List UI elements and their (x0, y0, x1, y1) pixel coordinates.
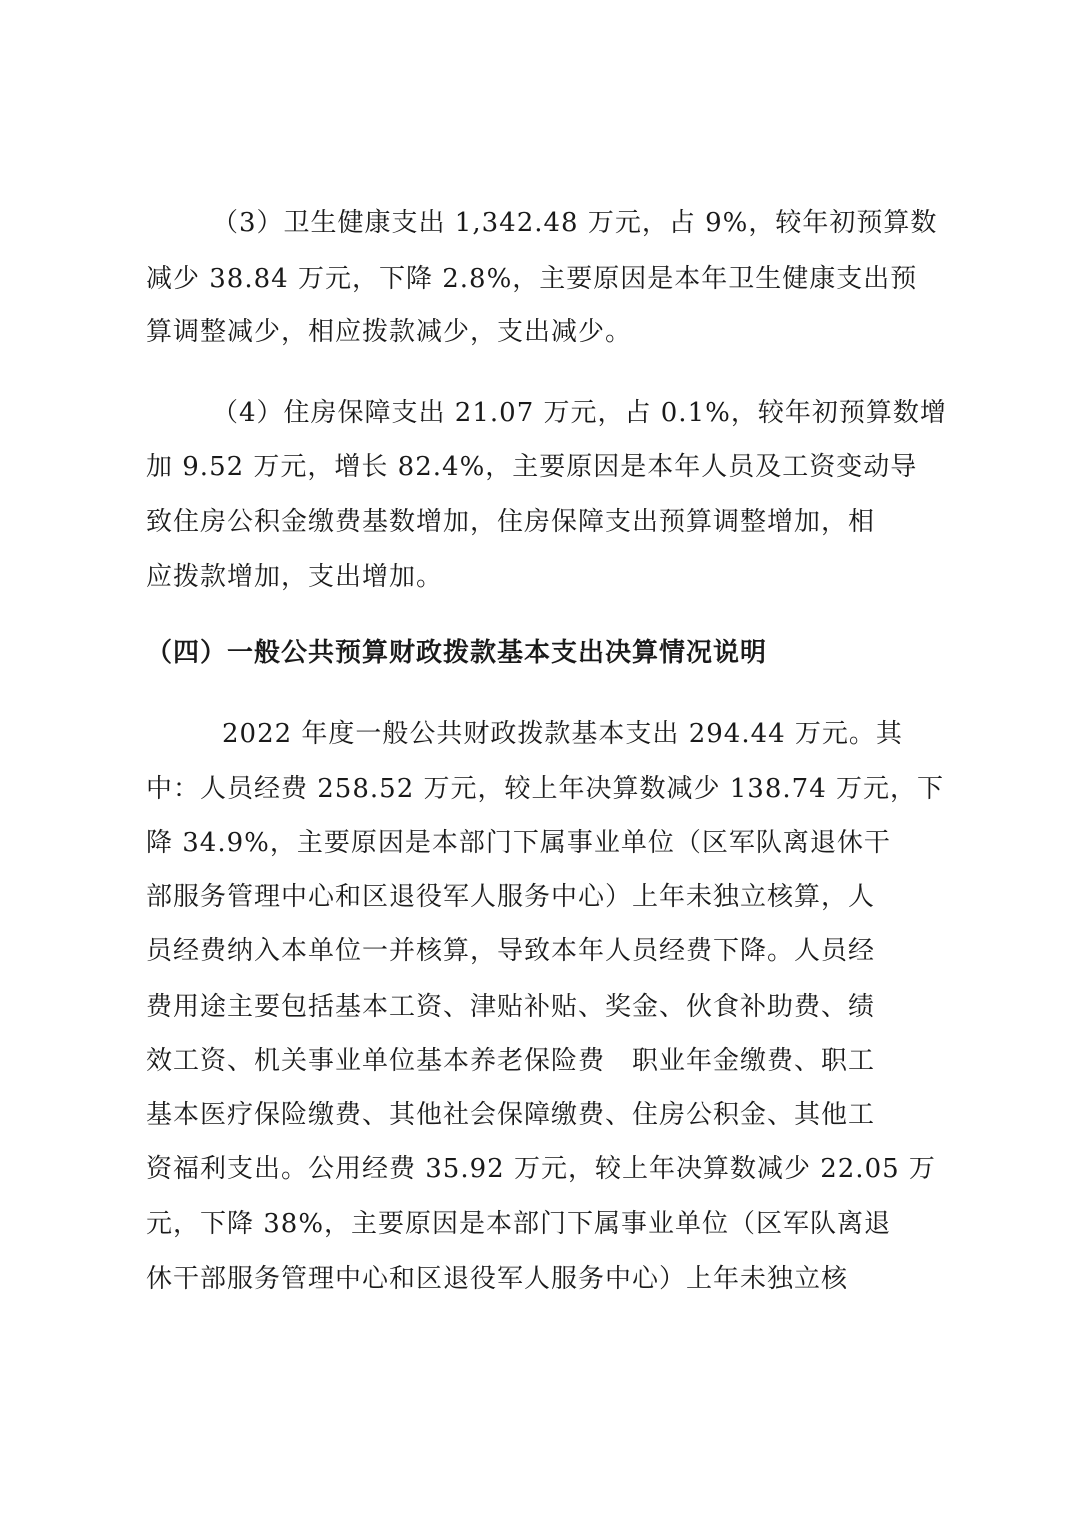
paragraph-4-line-3: 致住房公积金缴费基数增加，住房保障支出预算调整增加，相 (146, 507, 876, 537)
body-line-5: 员经费纳入本单位一并核算，导致本年人员经费下降。人员经 (146, 936, 876, 966)
paragraph-3-line-3: 算调整减少，相应拨款减少，支出减少。 (146, 317, 633, 347)
body-line-10: 元，下降 38%，主要原因是本部门下属事业单位（区军队离退 (146, 1209, 892, 1239)
paragraph-4-line-2: 加 9.52 万元，增长 82.4%，主要原因是本年人员及工资变动导 (146, 452, 918, 482)
body-line-9: 资福利支出。公用经费 35.92 万元，较上年决算数减少 22.05 万 (146, 1154, 936, 1184)
body-line-3: 降 34.9%，主要原因是本部门下属事业单位（区军队离退休干 (146, 828, 891, 858)
body-line-2: 中：人员经费 258.52 万元，较上年决算数减少 138.74 万元，下 (146, 774, 945, 804)
body-line-1: 2022 年度一般公共财政拨款基本支出 294.44 万元。其 (222, 719, 903, 749)
section-heading: （四）一般公共预算财政拨款基本支出决算情况说明 (146, 638, 768, 668)
paragraph-3-line-2: 减少 38.84 万元，下降 2.8%，主要原因是本年卫生健康支出预 (146, 264, 918, 294)
paragraph-4-line-1: （4）住房保障支出 21.07 万元，占 0.1%，较年初预算数增 (212, 398, 947, 428)
body-line-6: 费用途主要包括基本工资、津贴补贴、奖金、伙食补助费、绩 (146, 992, 876, 1022)
paragraph-3-line-1: （3）卫生健康支出 1,342.48 万元，占 9%，较年初预算数 (212, 208, 938, 238)
paragraph-4-line-4: 应拨款增加，支出增加。 (146, 562, 444, 592)
body-line-11: 休干部服务管理中心和区退役军人服务中心）上年未独立核 (146, 1264, 849, 1294)
body-line-8: 基本医疗保险缴费、其他社会保障缴费、住房公积金、其他工 (146, 1100, 876, 1130)
body-line-4: 部服务管理中心和区退役军人服务中心）上年未独立核算，人 (146, 882, 876, 912)
body-line-7: 效工资、机关事业单位基本养老保险费 职业年金缴费、职工 (146, 1046, 876, 1076)
